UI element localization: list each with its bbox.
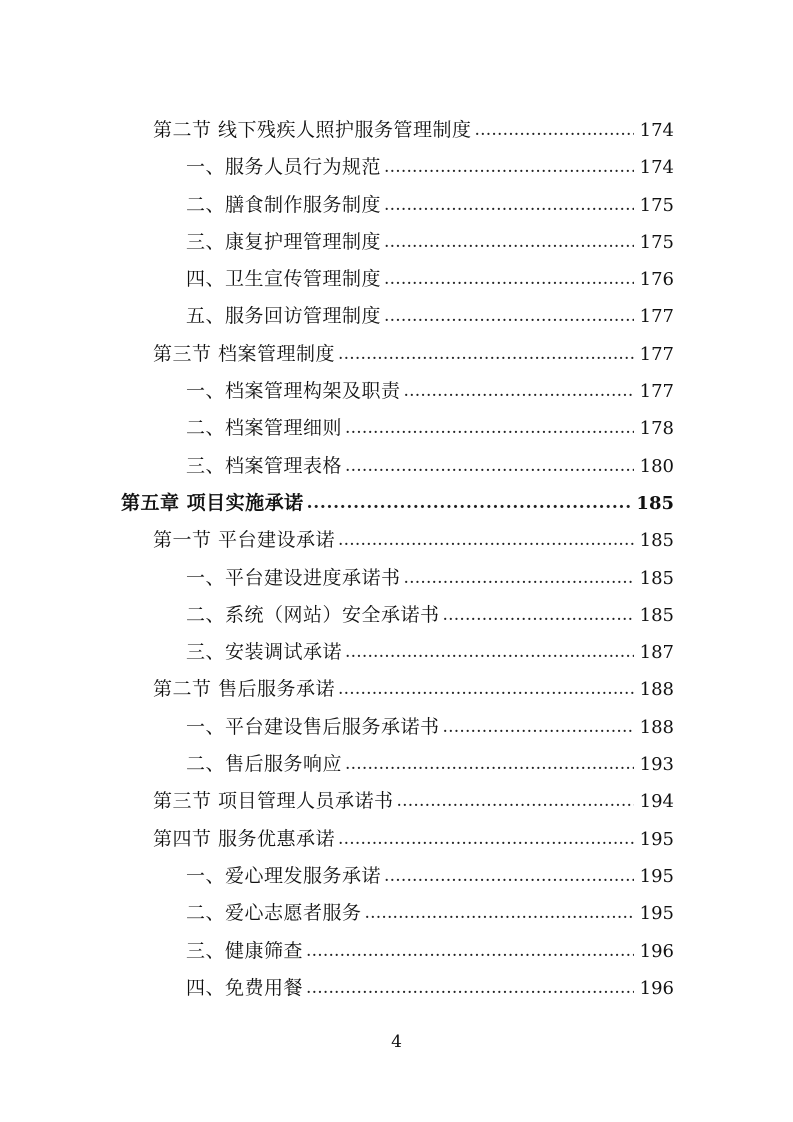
toc-entry-page-number: 174: [639, 157, 674, 179]
toc-entry-line: [153, 112, 674, 149]
toc-entry-page-number: 195: [639, 865, 674, 887]
toc-dot-leader: [440, 709, 634, 746]
toc-entry-title: 第三节 项目管理人员承诺书: [153, 790, 394, 813]
toc-entry-title: 二、爱心志愿者服务: [186, 902, 362, 925]
toc-dot-leader: [401, 373, 634, 410]
toc-entry[interactable]: [0, 336, 793, 373]
toc-entry[interactable]: [0, 858, 793, 895]
toc-entry-title: 一、平台建设售后服务承诺书: [186, 715, 440, 738]
toc-entry[interactable]: [0, 597, 793, 634]
toc-entry-page-number: 185: [639, 567, 674, 589]
toc-entry[interactable]: [0, 410, 793, 447]
toc-dot-leader: [381, 298, 634, 335]
toc-entry-page-number: 195: [639, 828, 674, 850]
toc-entry-title: 三、健康筛查: [186, 939, 304, 962]
toc-dot-leader: [394, 783, 634, 820]
toc-entry[interactable]: [0, 634, 793, 671]
toc-entry-page-number: 180: [639, 455, 674, 477]
toc-entry-title: 四、卫生宣传管理制度: [186, 268, 382, 291]
toc-entry-page-number: 177: [639, 381, 674, 403]
toc-entry-line: [186, 560, 674, 597]
toc-entry[interactable]: [0, 933, 793, 970]
toc-entry-line: [186, 410, 674, 447]
toc-dot-leader: [472, 112, 634, 149]
toc-entry-page-number: 188: [639, 716, 674, 738]
toc-entry-line: [186, 858, 674, 895]
toc-entry-title: 五、服务回访管理制度: [186, 305, 382, 328]
toc-dot-leader: [342, 448, 634, 485]
toc-dot-leader: [342, 746, 634, 783]
toc-entry-line: [186, 709, 674, 746]
toc-dot-leader: [303, 933, 634, 970]
toc-entry[interactable]: [0, 560, 793, 597]
toc-entry-line: [186, 448, 674, 485]
toc-dot-leader: [303, 970, 634, 1007]
toc-dot-leader: [335, 671, 634, 708]
toc-entry-page-number: 187: [639, 642, 674, 664]
toc-entry-page-number: 175: [639, 194, 674, 216]
toc-entry-line: [186, 634, 674, 671]
toc-entry-title: 三、档案管理表格: [186, 454, 343, 477]
toc-entry-title: 三、康复护理管理制度: [186, 230, 382, 253]
toc-entry-page-number: 185: [639, 530, 674, 552]
toc-entry-line: [153, 783, 674, 820]
toc-entry[interactable]: [0, 261, 793, 298]
toc-entry-title: 二、系统（网站）安全承诺书: [186, 603, 440, 626]
toc-entry-page-number: 175: [639, 231, 674, 253]
toc-entry-title: 第二节 售后服务承诺: [153, 678, 336, 701]
toc-entry[interactable]: [0, 671, 793, 708]
toc-entry-title: 一、档案管理构架及职责: [186, 380, 401, 403]
toc-entry-line: [186, 597, 674, 634]
toc-dot-leader: [381, 858, 634, 895]
toc-entry-title: 二、膳食制作服务制度: [186, 193, 382, 216]
toc-entry-page-number: 174: [639, 120, 674, 141]
toc-entry[interactable]: [0, 373, 793, 410]
toc-dot-leader: [381, 187, 634, 224]
table-of-contents: [0, 112, 793, 1007]
toc-entry-page-number: 177: [639, 306, 674, 328]
toc-dot-leader: [401, 560, 634, 597]
toc-entry-title: 第三节 档案管理制度: [153, 342, 336, 365]
toc-dot-leader: [362, 895, 634, 932]
footer-page-number: 4: [391, 1032, 402, 1052]
toc-dot-leader: [342, 634, 634, 671]
toc-entry-title: 第一节 平台建设承诺: [153, 529, 336, 552]
toc-dot-leader: [381, 149, 634, 186]
toc-entry[interactable]: [0, 895, 793, 932]
toc-dot-leader: [335, 336, 634, 373]
toc-entry-title: 第二节 线下残疾人照护服务管理制度: [153, 119, 472, 141]
toc-dot-leader: [335, 821, 634, 858]
toc-entry-title: 第四节 服务优惠承诺: [153, 827, 336, 850]
toc-entry-page-number: 196: [639, 940, 674, 962]
toc-entry-line: [186, 149, 674, 186]
toc-entry[interactable]: [0, 783, 793, 820]
toc-entry-line: [153, 671, 674, 708]
toc-entry-page-number: 193: [639, 754, 674, 776]
toc-entry-line: [186, 933, 674, 970]
toc-entry-line: [153, 522, 674, 559]
toc-entry[interactable]: [0, 298, 793, 335]
toc-entry-line: [186, 187, 674, 224]
toc-dot-leader: [304, 485, 631, 522]
toc-entry-line: [153, 336, 674, 373]
toc-entry-line: [186, 298, 674, 335]
toc-entry-line: [186, 746, 674, 783]
toc-entry-page-number: 176: [639, 269, 674, 291]
toc-entry-line: [153, 821, 674, 858]
toc-entry-page-number: 196: [639, 977, 674, 999]
toc-entry[interactable]: [0, 224, 793, 261]
toc-entry-page-number: 194: [639, 791, 674, 813]
toc-entry[interactable]: [0, 821, 793, 858]
toc-entry-page-number: 185: [636, 492, 674, 514]
toc-entry-title: 一、平台建设进度承诺书: [186, 566, 401, 589]
toc-dot-leader: [381, 224, 634, 261]
toc-entry-title: 二、售后服务响应: [186, 753, 343, 776]
toc-entry-line: [186, 373, 674, 410]
toc-entry[interactable]: [0, 746, 793, 783]
toc-entry-page-number: 195: [639, 903, 674, 925]
toc-entry[interactable]: [0, 522, 793, 559]
toc-entry[interactable]: [0, 485, 793, 522]
toc-entry[interactable]: [0, 187, 793, 224]
toc-dot-leader: [342, 410, 634, 447]
toc-entry[interactable]: [0, 112, 793, 149]
toc-entry-line: [186, 970, 674, 1007]
toc-entry-title: 三、安装调试承诺: [186, 641, 343, 664]
toc-entry-title: 第五章 项目实施承诺: [121, 491, 304, 514]
toc-entry-title: 四、免费用餐: [186, 976, 304, 999]
toc-entry-page-number: 178: [639, 418, 674, 440]
toc-dot-leader: [440, 597, 634, 634]
toc-entry-line: [186, 224, 674, 261]
toc-entry-line: [186, 895, 674, 932]
toc-entry-title: 一、服务人员行为规范: [186, 156, 382, 179]
toc-entry-title: 二、档案管理细则: [186, 417, 343, 440]
toc-entry-title: 一、爱心理发服务承诺: [186, 864, 382, 887]
toc-entry-page-number: 188: [639, 679, 674, 701]
toc-entry[interactable]: [0, 149, 793, 186]
toc-dot-leader: [381, 261, 634, 298]
toc-entry-line: [121, 485, 674, 522]
toc-entry-line: [186, 261, 674, 298]
toc-entry-page-number: 177: [639, 343, 674, 365]
toc-entry[interactable]: [0, 709, 793, 746]
toc-entry-page-number: 185: [639, 604, 674, 626]
toc-dot-leader: [335, 522, 634, 559]
toc-entry[interactable]: [0, 448, 793, 485]
toc-entry[interactable]: [0, 970, 793, 1007]
